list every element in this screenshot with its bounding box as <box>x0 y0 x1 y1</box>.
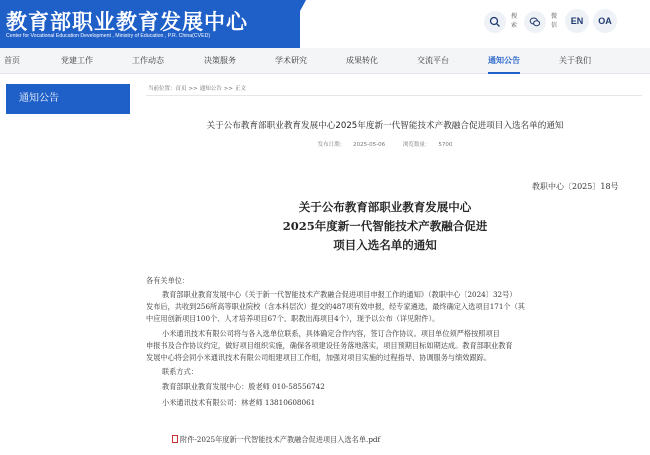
site-logo-title[interactable]: 教育部职业教育发展中心 <box>6 10 248 34</box>
breadcrumb <box>148 84 246 92</box>
nav-item-news[interactable]: 工作动态 <box>132 56 164 65</box>
attachment-name[interactable]: 附件-2025年度新一代智能技术产教融合促进项目入选名单.pdf <box>180 435 381 444</box>
publish-date-label: 发布日期： <box>317 142 346 148</box>
document-title-line-1: 关于公布教育部职业教育发展中心 <box>298 200 472 214</box>
nav-item-home[interactable]: 首页 <box>4 56 20 65</box>
publish-date: 2025-05-06 <box>353 142 386 148</box>
document-number: 教职中心〔2025〕18号 <box>532 182 619 191</box>
sidebar-title[interactable]: 通知公告 <box>6 84 130 114</box>
breadcrumb-separator: >> <box>188 86 198 92</box>
view-count-label: 浏览数量： <box>402 142 431 148</box>
paragraph-1-line-1: 教育部职业教育发展中心《关于新一代智能技术产教融合促进项目申报工作的通知》（教职中心〔2024〕32号） <box>162 290 517 299</box>
breadcrumb-divider <box>146 95 642 96</box>
view-count: 5700 <box>438 142 453 148</box>
document-title-line-2: 2025年度新一代智能技术产教融合促进 <box>282 219 488 233</box>
site-header <box>0 0 650 48</box>
breadcrumb-prefix: 当前位置： <box>148 86 176 92</box>
nav-item-party[interactable]: 党建工作 <box>61 56 93 65</box>
article-meta <box>150 140 620 148</box>
nav-item-about[interactable]: 关于我们 <box>559 56 591 65</box>
breadcrumb-notices[interactable]: 通知公告 <box>199 86 222 92</box>
document-title-line-3: 项目入选名单的通知 <box>333 238 437 252</box>
paragraph-1-line-3: 中应用创新项目100个、人才培养项目67个、职教出海项目4个），现予以公布（详见附件）。 <box>146 314 440 323</box>
breadcrumb-separator: >> <box>223 86 233 92</box>
nav-item-exchange[interactable]: 交流平台 <box>417 56 449 65</box>
breadcrumb-current: 正文 <box>234 86 246 92</box>
nav-item-notices[interactable]: 通知公告 <box>488 48 520 74</box>
attachment-link[interactable] <box>172 435 380 445</box>
nav-item-decision[interactable]: 决策服务 <box>204 56 236 65</box>
salutation: 各有关单位： <box>146 276 190 285</box>
pdf-icon <box>172 435 178 443</box>
wechat-button[interactable] <box>524 11 546 33</box>
search-label[interactable]: 搜索 <box>510 13 517 29</box>
contact-label: 联系方式： <box>162 367 198 376</box>
breadcrumb-home[interactable]: 首页 <box>175 86 187 92</box>
search-button[interactable] <box>484 11 506 33</box>
oa-button[interactable]: OA <box>593 9 617 33</box>
header-brand-bar-tail <box>280 0 306 48</box>
article-title: 关于公布教育部职业教育发展中心2025年度新一代智能技术产教融合促进项目入选名单的通知 <box>206 121 564 131</box>
paragraph-1-line-2: 发布后，共收到256所高等职业院校（含本科层次）提交的487项有效申报，经专家遴选，最终确定入选项目171个（其 <box>146 302 525 311</box>
paragraph-2-line-1: 小米通讯技术有限公司将与各入选单位联系，具体确定合作内容，签订合作协议。项目单位须严格按照项目 <box>162 329 500 338</box>
wechat-label[interactable]: 微信 <box>550 13 557 29</box>
contact-xiaomi: 小米通讯技术有限公司：林老师 13810608061 <box>162 398 316 407</box>
nav-item-results[interactable]: 成果转化 <box>346 56 378 65</box>
paragraph-2-line-2: 申报书及合作协议约定，做好项目组织实施，确保各项建设任务落地落实，项目预期目标如期达成。教育部职业教育 <box>146 341 513 350</box>
site-logo-subtitle: Center for Vocational Education Development , Ministry of Education , P.R. China(CVED) <box>6 33 211 39</box>
contact-cved: 教育部职业教育发展中心：殷老师 010-58556742 <box>162 382 325 391</box>
main-nav <box>0 48 650 74</box>
english-version-button[interactable]: EN <box>565 9 589 33</box>
nav-item-research[interactable]: 学术研究 <box>275 56 307 65</box>
paragraph-2-line-3: 发展中心将会同小米通讯技术有限公司组建项目工作组，加强对项目实施的过程指导、协调服务与绩效跟踪。 <box>146 353 492 362</box>
search-icon <box>489 16 501 28</box>
wechat-icon <box>529 16 541 28</box>
